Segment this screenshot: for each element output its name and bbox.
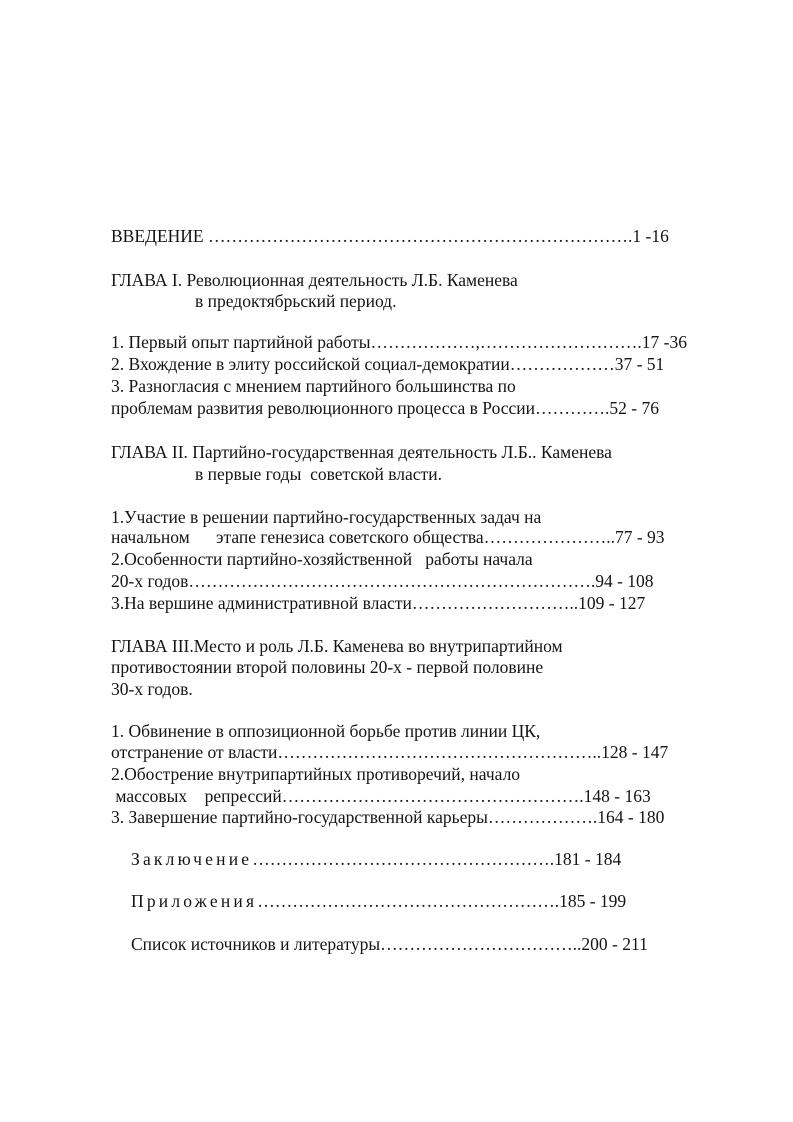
toc-entry-title: массовых репрессий [111,786,282,806]
toc-entry-ch2-s2-line-2 [111,571,654,591]
toc-entry-ch3-s2-line-1: 2.Обострение внутрипартийных противоречий, начало [111,764,521,784]
toc-entry-ch1-s3-line-1: 3. Разногласия с мнением партийного большинства по [111,376,516,396]
toc-entry-ch3-s3 [111,807,664,827]
toc-leader-dots: ……………………………………………. [257,891,560,911]
toc-entry-title: Список источников и литературы [131,934,381,954]
toc-entry-title: Приложения [131,891,258,911]
toc-entry-conclusion [131,849,621,869]
toc-entry-sources [131,934,648,954]
toc-page-range: 109 - 127 [578,593,646,613]
toc-page-range: 94 - 108 [595,571,654,591]
toc-entry-title: отстранение от власти [111,742,278,762]
toc-entry-title: 1. Первый опыт партийной работы [111,332,371,352]
chapter-2-heading-line-2: в первые годы советской власти. [195,464,442,484]
toc-entry-title: проблемам развития революционного процесса в России [111,398,536,418]
chapter-3-heading-line-3: 30-х годов. [111,679,193,699]
toc-page-range: 77 - 93 [614,527,665,547]
toc-leader-dots: ……………………………………………………………. [188,571,596,591]
toc-entry-ch2-s2-line-1: 2.Особенности партийно-хозяйственной работы начала [111,549,533,569]
toc-entry-title: начальном этапе генезиса советского общества [111,527,484,547]
toc-leader-dots: ……………………………………………. [281,786,584,806]
toc-leader-dots: ……………………….. [411,593,579,613]
toc-entry-ch1-s3-line-2 [111,398,659,418]
toc-page-range: 181 - 184 [554,849,622,869]
chapter-1-heading-line-2: в предоктябрьский период. [195,291,397,311]
toc-leader-dots: ………………………………………………………………. [203,226,633,246]
toc-leader-dots: ………………,………………………. [370,332,642,352]
toc-leader-dots: …………………………….. [380,934,582,954]
toc-page-range: 1 -16 [632,226,669,246]
toc-entry-ch1-s1 [111,332,687,352]
toc-leader-dots: ………………….. [483,527,615,547]
toc-page-range: 148 - 163 [583,786,651,806]
chapter-3-heading-line-1: ГЛАВА III.Место и роль Л.Б. Каменева во внутрипартийном [111,636,563,656]
chapter-3-heading-line-2: противостоянии второй половины 20-х - первой половине [111,657,544,677]
toc-entry-appendices [131,891,626,911]
toc-leader-dots: ……………………………………………. [252,849,555,869]
toc-entry-ch2-s1-line-1: 1.Участие в решении партийно-государственных задач на [111,507,542,527]
toc-entry-title: 3. Завершение партийно-государственной карьеры [111,807,488,827]
toc-leader-dots: ……………… [509,354,615,374]
chapter-2-heading-line-1: ГЛАВА II. Партийно-государственная деятельность Л.Б.. Каменева [111,442,612,462]
toc-entry-title: 3.На вершине административной власти [111,593,412,613]
toc-leader-dots: ………………. [487,807,598,827]
toc-page-range: 164 - 180 [597,807,665,827]
toc-page-range: 185 - 199 [559,891,627,911]
toc-entry-ch1-s2 [111,354,664,374]
toc-entry-ch3-s1-line-1: 1. Обвинение в оппозиционной борьбе против линии ЦК, [111,721,541,741]
toc-entry-title: 2. Вхождение в элиту российской социал-демократии [111,354,510,374]
toc-entry-intro [111,226,669,246]
toc-entry-ch2-s1-line-2 [111,527,665,547]
toc-entry-title: ВВЕДЕНИЕ [111,226,204,246]
toc-entry-ch3-s1-line-2 [111,742,668,762]
toc-page-range: 37 - 51 [614,354,665,374]
toc-page-range: 200 - 211 [581,934,648,954]
toc-leader-dots: …………. [535,398,610,418]
chapter-1-heading-line-1: ГЛАВА I. Революционная деятельность Л.Б. Каменева [111,270,518,290]
toc-entry-ch3-s2-line-2 [111,786,651,806]
toc-page-range: 128 - 147 [601,742,669,762]
toc-page-range: 17 -36 [641,332,687,352]
toc-entry-title: 20-х годов [111,571,189,591]
toc-entry-ch2-s3 [111,593,645,613]
toc-leader-dots: ……………………………………………….. [277,742,602,762]
toc-entry-title: Заключение [131,849,253,869]
toc-page-range: 52 - 76 [609,398,659,418]
